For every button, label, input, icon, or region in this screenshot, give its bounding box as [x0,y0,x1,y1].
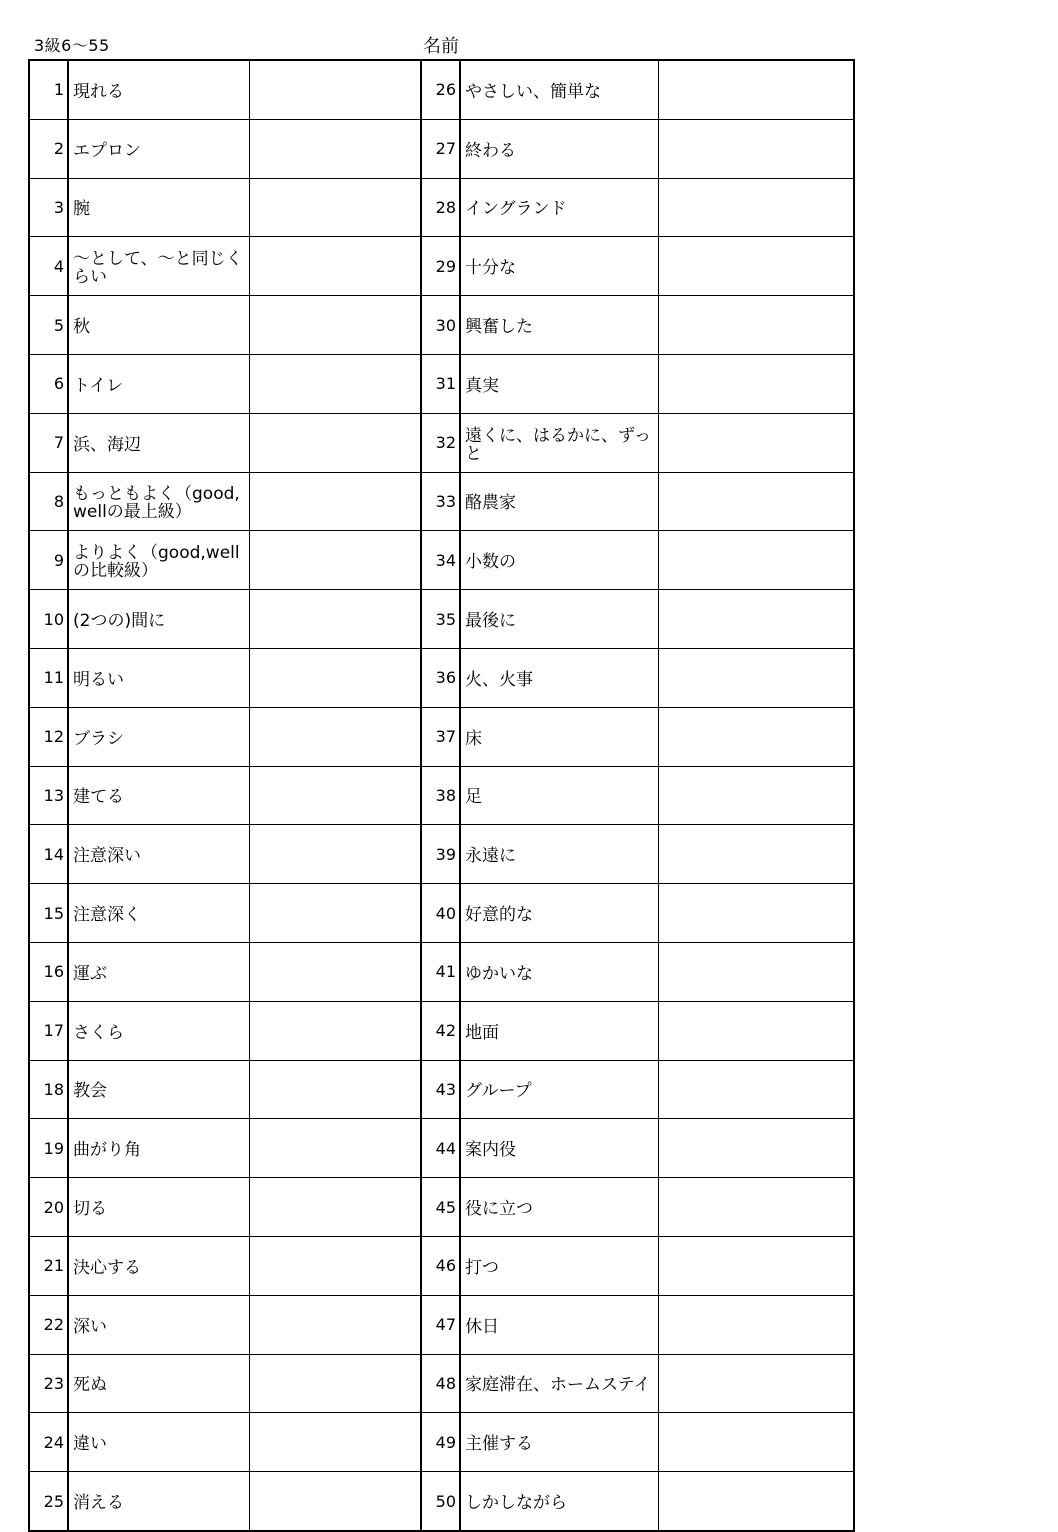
item-number-right: 49 [421,1413,460,1472]
table-row [29,531,854,590]
answer-cell-right[interactable] [658,590,854,649]
answer-cell-right[interactable] [658,1413,854,1472]
item-number-right: 27 [421,119,460,178]
worksheet-range-label: 3級6～55 [34,36,110,55]
answer-cell-right[interactable] [658,1178,854,1237]
item-number-left: 23 [29,1354,68,1413]
item-number-left: 5 [29,296,68,355]
item-number-left: 17 [29,1001,68,1060]
table-row [29,178,854,237]
table-row [29,825,854,884]
item-word-right: 小数の [460,531,658,590]
table-row [29,1295,854,1354]
item-number-left: 15 [29,884,68,943]
item-number-right: 45 [421,1178,460,1237]
answer-cell-left[interactable] [249,531,421,590]
item-word-right: 酪農家 [460,472,658,531]
item-word-right: 真実 [460,354,658,413]
answer-cell-left[interactable] [249,766,421,825]
answer-cell-left[interactable] [249,472,421,531]
answer-cell-right[interactable] [658,766,854,825]
answer-cell-left[interactable] [249,1119,421,1178]
item-word-right: 休日 [460,1295,658,1354]
item-word-left: もっともよく（good,wellの最上級） [68,472,249,531]
item-number-left: 11 [29,648,68,707]
answer-cell-right[interactable] [658,1295,854,1354]
item-word-left: 浜、海辺 [68,413,249,472]
item-word-right: やさしい、簡単な [460,60,658,119]
item-number-left: 19 [29,1119,68,1178]
item-number-left: 21 [29,1236,68,1295]
item-word-right: グループ [460,1060,658,1119]
answer-cell-left[interactable] [249,1413,421,1472]
item-word-right: 興奮した [460,296,658,355]
item-number-right: 44 [421,1119,460,1178]
item-word-left: エプロン [68,119,249,178]
item-word-left: 現れる [68,60,249,119]
answer-cell-left[interactable] [249,1060,421,1119]
item-number-right: 32 [421,413,460,472]
table-row [29,413,854,472]
item-word-left: 注意深く [68,884,249,943]
answer-cell-left[interactable] [249,884,421,943]
item-number-right: 33 [421,472,460,531]
item-number-left: 6 [29,354,68,413]
item-word-left: 決心する [68,1236,249,1295]
table-row [29,1119,854,1178]
item-word-right: イングランド [460,178,658,237]
item-word-left: 注意深い [68,825,249,884]
item-word-right: 遠くに、はるかに、ずっと [460,413,658,472]
answer-cell-left[interactable] [249,296,421,355]
item-word-right: 最後に [460,590,658,649]
answer-cell-right[interactable] [658,1119,854,1178]
answer-cell-left[interactable] [249,1354,421,1413]
item-word-left: 死ぬ [68,1354,249,1413]
table-row [29,707,854,766]
item-number-left: 12 [29,707,68,766]
item-word-left: 違い [68,1413,249,1472]
answer-cell-right[interactable] [658,1236,854,1295]
table-row [29,1413,854,1472]
item-number-right: 35 [421,590,460,649]
table-row [29,472,854,531]
answer-cell-left[interactable] [249,60,421,119]
item-word-left: 秋 [68,296,249,355]
answer-cell-left[interactable] [249,590,421,649]
table-row [29,354,854,413]
item-number-right: 43 [421,1060,460,1119]
table-row [29,884,854,943]
table-row [29,766,854,825]
table-row [29,296,854,355]
item-word-right: 案内役 [460,1119,658,1178]
item-number-right: 29 [421,237,460,296]
answer-cell-left[interactable] [249,1236,421,1295]
answer-cell-right[interactable] [658,354,854,413]
table-row [29,648,854,707]
item-word-right: 十分な [460,237,658,296]
answer-cell-left[interactable] [249,648,421,707]
answer-cell-right[interactable] [658,413,854,472]
item-number-right: 47 [421,1295,460,1354]
item-number-right: 46 [421,1236,460,1295]
item-number-left: 24 [29,1413,68,1472]
answer-cell-left[interactable] [249,942,421,1001]
answer-cell-left[interactable] [249,707,421,766]
item-number-right: 34 [421,531,460,590]
answer-cell-right[interactable] [658,237,854,296]
item-number-right: 42 [421,1001,460,1060]
table-row [29,1178,854,1237]
item-number-left: 3 [29,178,68,237]
answer-cell-right[interactable] [658,119,854,178]
item-number-left: 10 [29,590,68,649]
item-word-left: トイレ [68,354,249,413]
item-word-left: 腕 [68,178,249,237]
table-row [29,1001,854,1060]
item-word-left: 明るい [68,648,249,707]
vocabulary-table-body [29,60,854,1531]
answer-cell-right[interactable] [658,1060,854,1119]
answer-cell-right[interactable] [658,884,854,943]
answer-cell-right[interactable] [658,178,854,237]
item-word-right: 主催する [460,1413,658,1472]
item-number-right: 38 [421,766,460,825]
item-number-left: 20 [29,1178,68,1237]
item-number-right: 37 [421,707,460,766]
answer-cell-left[interactable] [249,1178,421,1237]
table-row [29,1236,854,1295]
answer-cell-left[interactable] [249,413,421,472]
answer-cell-left[interactable] [249,1001,421,1060]
item-number-left: 25 [29,1472,68,1531]
item-number-left: 4 [29,237,68,296]
item-number-left: 22 [29,1295,68,1354]
answer-cell-left[interactable] [249,354,421,413]
answer-cell-right[interactable] [658,825,854,884]
item-word-left: 教会 [68,1060,249,1119]
item-number-right: 50 [421,1472,460,1531]
item-word-left: 建てる [68,766,249,825]
item-word-left: 消える [68,1472,249,1531]
answer-cell-right[interactable] [658,942,854,1001]
answer-cell-left[interactable] [249,1472,421,1531]
answer-cell-right[interactable] [658,707,854,766]
table-row [29,60,854,119]
table-row [29,237,854,296]
answer-cell-right[interactable] [658,1472,854,1531]
item-number-right: 39 [421,825,460,884]
item-number-right: 41 [421,942,460,1001]
table-row [29,1354,854,1413]
answer-cell-right[interactable] [658,60,854,119]
table-row [29,942,854,1001]
answer-cell-left[interactable] [249,1295,421,1354]
answer-cell-right[interactable] [658,648,854,707]
item-number-right: 36 [421,648,460,707]
item-number-left: 8 [29,472,68,531]
item-word-left: 運ぶ [68,942,249,1001]
item-word-right: 永遠に [460,825,658,884]
item-word-right: 火、火事 [460,648,658,707]
item-number-right: 28 [421,178,460,237]
item-number-left: 7 [29,413,68,472]
item-number-right: 26 [421,60,460,119]
answer-cell-left[interactable] [249,119,421,178]
item-word-left: さくら [68,1001,249,1060]
table-row [29,1472,854,1531]
item-word-left: 切る [68,1178,249,1237]
answer-cell-left[interactable] [249,825,421,884]
answer-cell-right[interactable] [658,1001,854,1060]
table-row [29,119,854,178]
item-number-right: 40 [421,884,460,943]
table-row [29,1060,854,1119]
answer-cell-right[interactable] [658,296,854,355]
item-word-right: 床 [460,707,658,766]
answer-cell-right[interactable] [658,1354,854,1413]
answer-cell-right[interactable] [658,472,854,531]
item-number-right: 48 [421,1354,460,1413]
item-number-left: 14 [29,825,68,884]
item-number-left: 16 [29,942,68,1001]
item-number-right: 31 [421,354,460,413]
answer-cell-left[interactable] [249,237,421,296]
item-word-right: 家庭滞在、ホームステイ [460,1354,658,1413]
item-number-left: 9 [29,531,68,590]
table-row [29,590,854,649]
item-word-right: 好意的な [460,884,658,943]
answer-cell-right[interactable] [658,531,854,590]
name-label: 名前 [423,36,459,57]
item-word-right: 終わる [460,119,658,178]
item-number-right: 30 [421,296,460,355]
item-word-right: 打つ [460,1236,658,1295]
item-number-left: 2 [29,119,68,178]
item-word-left: ブラシ [68,707,249,766]
item-number-left: 13 [29,766,68,825]
item-word-left: ～として、～と同じくらい [68,237,249,296]
item-word-right: ゆかいな [460,942,658,1001]
item-number-left: 1 [29,60,68,119]
item-word-left: 曲がり角 [68,1119,249,1178]
answer-cell-left[interactable] [249,178,421,237]
item-word-right: 足 [460,766,658,825]
item-word-left: 深い [68,1295,249,1354]
item-word-left: (2つの)間に [68,590,249,649]
vocabulary-table [28,59,855,1532]
item-word-right: 地面 [460,1001,658,1060]
item-number-left: 18 [29,1060,68,1119]
item-word-right: しかしながら [460,1472,658,1531]
item-word-left: よりよく（good,wellの比較級） [68,531,249,590]
item-word-right: 役に立つ [460,1178,658,1237]
